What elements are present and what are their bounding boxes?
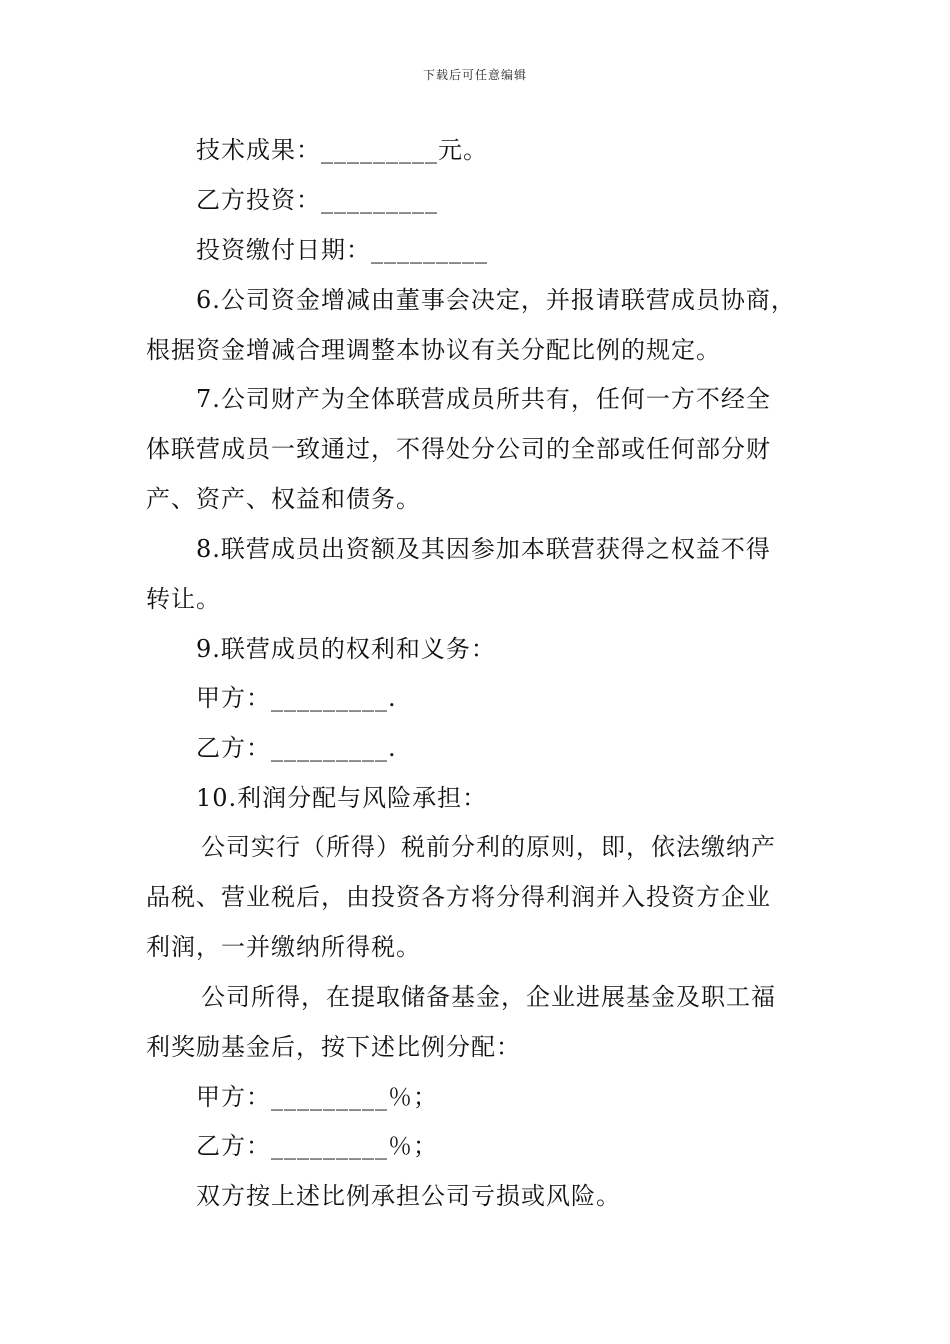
text-line: 技术成果：_________元。 [196, 136, 488, 164]
text-line: 乙方：_________％； [196, 1132, 438, 1160]
text-line: 乙方：_________. [196, 734, 397, 762]
text-line: 甲方：_________％； [196, 1083, 438, 1111]
text-line: 6.公司资金增减由董事会决定，并报请联营成员协商， [196, 286, 796, 314]
text-line: 投资缴付日期：_________ [196, 236, 488, 264]
text-line: 10.利润分配与风险承担： [196, 784, 488, 812]
text-line: 8.联营成员出资额及其因参加本联营获得之权益不得 [196, 535, 771, 563]
text-line: 公司所得，在提取储备基金，企业进展基金及职工福 [201, 983, 776, 1011]
text-line: 7.公司财产为全体联营成员所共有，任何一方不经全 [196, 385, 771, 413]
text-line: 利奖励基金后，按下述比例分配： [146, 1033, 521, 1061]
text-line: 根据资金增减合理调整本协议有关分配比例的规定。 [146, 336, 721, 364]
text-line: 品税、营业税后，由投资各方将分得利润并入投资方企业 [146, 883, 771, 911]
text-line: 转让。 [146, 585, 221, 613]
page-header-note: 下载后可任意编辑 [422, 68, 527, 82]
text-line: 产、资产、权益和债务。 [146, 485, 421, 513]
text-line: 9.联营成员的权利和义务： [196, 635, 496, 663]
text-line: 体联营成员一致通过，不得处分公司的全部或任何部分财 [146, 435, 771, 463]
text-line: 乙方投资：_________ [196, 186, 438, 214]
text-line: 公司实行（所得）税前分利的原则，即，依法缴纳产 [201, 833, 776, 861]
text-line: 双方按上述比例承担公司亏损或风险。 [196, 1182, 621, 1210]
text-line: 利润，一并缴纳所得税。 [146, 933, 421, 961]
text-line: 甲方：_________. [196, 684, 397, 712]
